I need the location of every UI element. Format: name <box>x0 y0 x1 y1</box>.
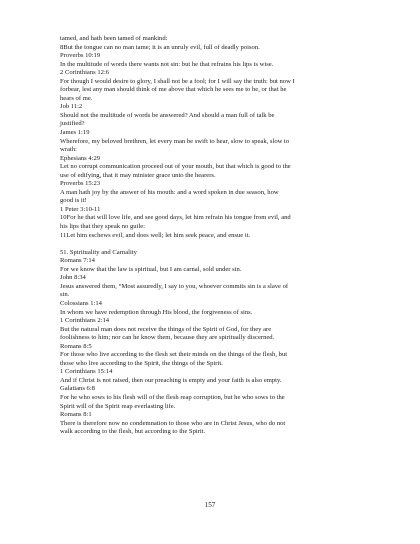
text-line: forbear, lest any man should think of me above that which he sees me to be, or that he <box>60 86 287 94</box>
verse-reference: Romans 8:1 <box>60 411 92 419</box>
verse-reference: 1 Corinthians 2:14 <box>60 317 110 325</box>
verse-reference: Colossians 1:14 <box>60 299 102 307</box>
text-line: 11Let him eschews evil, and does well; let him seek peace, and ensue it. <box>60 231 251 239</box>
verse-reference: 1 Corinthians 15:14 <box>60 368 113 376</box>
text-line: justified? <box>60 120 85 128</box>
text-line: Jesus answered them, “Most assuredly, I say to you, whoever commits sin is a slave of <box>60 282 289 290</box>
page-body <box>60 35 368 437</box>
text-line: Spirit will of the Spirit reap everlasting life. <box>60 402 176 410</box>
text-line: In the multitude of words there wants not sin: but he that refrains his lips is wise. <box>60 60 274 68</box>
text-line: sin. <box>60 291 70 299</box>
text-line: use of edifying, that it may minister grace unto the hearers. <box>60 171 216 179</box>
verse-reference: Galatians 6:8 <box>60 385 95 393</box>
text-line: And if Christ is not raised, then our preaching is empty and your faith is also empty. <box>60 376 282 384</box>
text-line: those who live according to the Spirit, the things of the Spirit. <box>60 359 223 367</box>
verse-reference: Ephesians 4:29 <box>60 154 101 162</box>
text-line: good is it! <box>60 197 87 205</box>
text-line: walk according to the flesh, but according to the Spirit. <box>60 428 206 436</box>
verse-reference: John 8:34 <box>60 274 86 282</box>
text-line: foolishness to him; nor can he know them, because they are spiritually discerned. <box>60 334 275 342</box>
text-line: 8But the tongue can no man tame; it is an unruly evil, full of deadly poison. <box>60 43 260 51</box>
text-line: For those who live according to the flesh set their minds on the things of the flesh, but <box>60 351 288 359</box>
text-line: Wherefore, my beloved brethren, let every man be swift to hear, slow to speak, slow to <box>60 137 290 145</box>
text-line: But the natural man does not receive the things of the Spirit of God, for they are <box>60 325 272 333</box>
verse-reference: Proverbs 15:23 <box>60 180 101 188</box>
section-heading: 51. Spirituality and Carnality <box>60 248 137 256</box>
text-line: For though I would desire to glory, I shall not be a fool; for I will say the truth: but now I <box>60 77 295 85</box>
text-line: For he who sows to his flesh will of the flesh reap corruption, but he who sows to the <box>60 393 285 401</box>
page-number: 157 <box>204 501 216 509</box>
section-gap <box>60 240 368 249</box>
text-line: 10For he that will love life, and see good days, let him refrain his tongue from evil, and <box>60 214 291 222</box>
verse-reference: Romans 7:14 <box>60 257 95 265</box>
text-line: Let no corrupt communication proceed out of your mouth, but that which is good to the <box>60 163 291 171</box>
text-line: Should not the multitude of words be answered? And should a man full of talk be <box>60 111 275 119</box>
text-line: wrath: <box>60 146 77 154</box>
text-line: his lips that they speak no guile: <box>60 223 145 231</box>
text-line: For we know that the law is spiritual, but I am carnal, sold under sin. <box>60 265 242 273</box>
text-line: hears of me. <box>60 94 93 102</box>
verse-reference: 1 Peter 3:10-11 <box>60 205 101 213</box>
verse-reference: 2 Corinthians 12:6 <box>60 69 110 77</box>
text-line: In whom we have redemption through His blood, the forgiveness of sins. <box>60 308 253 316</box>
text-line: tamed, and hath been tamed of mankind: <box>60 35 168 42</box>
text-line: A man hath joy by the answer of his mouth: and a word spoken in due season, how <box>60 188 279 196</box>
verse-reference: James 1:19 <box>60 129 90 137</box>
verse-reference: Job 11:2 <box>60 103 83 111</box>
verse-reference: Romans 8:5 <box>60 342 92 350</box>
verse-reference: Proverbs 10:19 <box>60 52 101 60</box>
text-line: There is therefore now no condemnation to those who are in Christ Jesus, who do not <box>60 419 286 427</box>
